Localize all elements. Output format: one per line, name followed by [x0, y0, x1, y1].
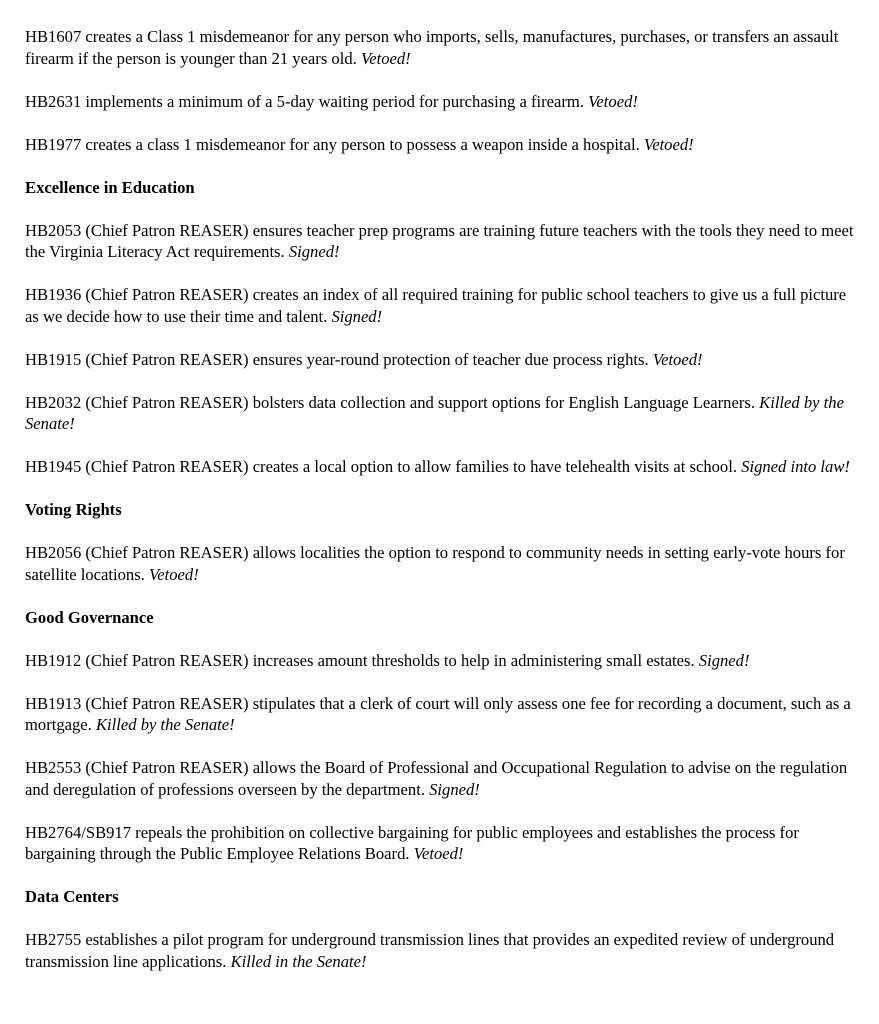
bill-text: HB1607 creates a Class 1 misdemeanor for any person who imports, sells, manufactures, purchases, or transfers an assault firearm if the person is younger than 21 years old.: [25, 27, 839, 68]
bill-status: Killed by the Senate!: [25, 392, 844, 433]
bill-status: Killed in the Senate!: [230, 951, 367, 971]
bill-paragraph: [25, 392, 857, 435]
bill-text: HB1945 (Chief Patron REASER) creates a local option to allow families to have telehealth visits at school.: [25, 457, 737, 476]
bill-text: HB2631 implements a minimum of a 5-day waiting period for purchasing a firearm.: [25, 91, 584, 111]
bill-text: HB2755 establishes a pilot program for underground transmission lines that provides an expedited review of underground transmission line applications.: [25, 930, 835, 971]
bill-status: Signed!: [288, 242, 340, 261]
bill-text: HB1977 creates a class 1 misdemeanor for any person to possess a weapon inside a hospital.: [25, 134, 640, 154]
bill-paragraph: [25, 220, 857, 263]
bill-status: Vetoed!: [148, 564, 199, 584]
bill-paragraph: [25, 349, 857, 371]
bill-status: Vetoed!: [652, 349, 703, 369]
bill-text: HB1912 (Chief Patron REASER) increases amount thresholds to help in administering small estates.: [25, 650, 695, 670]
bill-text: HB2764/SB917 repeals the prohibition on collective bargaining for public employees and establishes the process for bargaining through the Public Employee Relations Board.: [25, 822, 799, 863]
bill-paragraph: [25, 134, 857, 156]
bill-status: Signed into law!: [741, 457, 850, 476]
bill-status: Vetoed!: [360, 48, 411, 68]
bill-paragraph: [25, 26, 857, 69]
bill-text: HB1913 (Chief Patron REASER) stipulates that a clerk of court will only assess one fee for recording a document, such as a mortgage.: [25, 693, 851, 734]
section-heading-data-centers: Data Centers: [25, 887, 119, 906]
bill-paragraph: [25, 822, 857, 865]
bill-paragraph: [25, 757, 857, 800]
bill-paragraph: [25, 693, 857, 736]
bill-status: Vetoed!: [643, 134, 694, 154]
bill-paragraph: [25, 91, 857, 113]
section-heading-excellence-in-education: Excellence in Education: [25, 177, 195, 197]
bill-text: HB2553 (Chief Patron REASER) allows the Board of Professional and Occupational Regulation to advise on the regulation and deregulation of professions overseen by the department.: [25, 758, 848, 799]
bill-text: HB2056 (Chief Patron REASER) allows localities the option to respond to community needs in setting early-vote hours for satellite locations.: [25, 543, 845, 584]
bill-status: Vetoed!: [588, 91, 638, 111]
bill-text: HB1915 (Chief Patron REASER) ensures year-round protection of teacher due process rights.: [25, 349, 649, 369]
section-heading-voting-rights: Voting Rights: [25, 500, 122, 519]
bill-paragraph: [25, 929, 857, 972]
bill-paragraph: [25, 542, 857, 585]
bill-paragraph: [25, 456, 857, 478]
bill-status: Signed!: [331, 306, 383, 326]
bill-text: HB1936 (Chief Patron REASER) creates an index of all required training for public school teachers to give us a full picture as we decide how to use their time and talent.: [25, 285, 847, 326]
bill-status: Killed by the Senate!: [95, 715, 235, 734]
bill-paragraph: [25, 650, 857, 672]
bill-text: HB2053 (Chief Patron REASER) ensures teacher prep programs are training future teachers with the tools they need to meet the Virginia Literacy Act requirements.: [25, 220, 854, 261]
bill-status: Signed!: [698, 650, 750, 670]
section-heading-good-governance: Good Governance: [25, 607, 154, 627]
bill-paragraph: [25, 284, 857, 327]
bill-text: HB2032 (Chief Patron REASER) bolsters data collection and support options for English Language Learners.: [25, 392, 755, 412]
bill-status: Signed!: [429, 779, 480, 799]
bill-status: Vetoed!: [413, 844, 464, 863]
